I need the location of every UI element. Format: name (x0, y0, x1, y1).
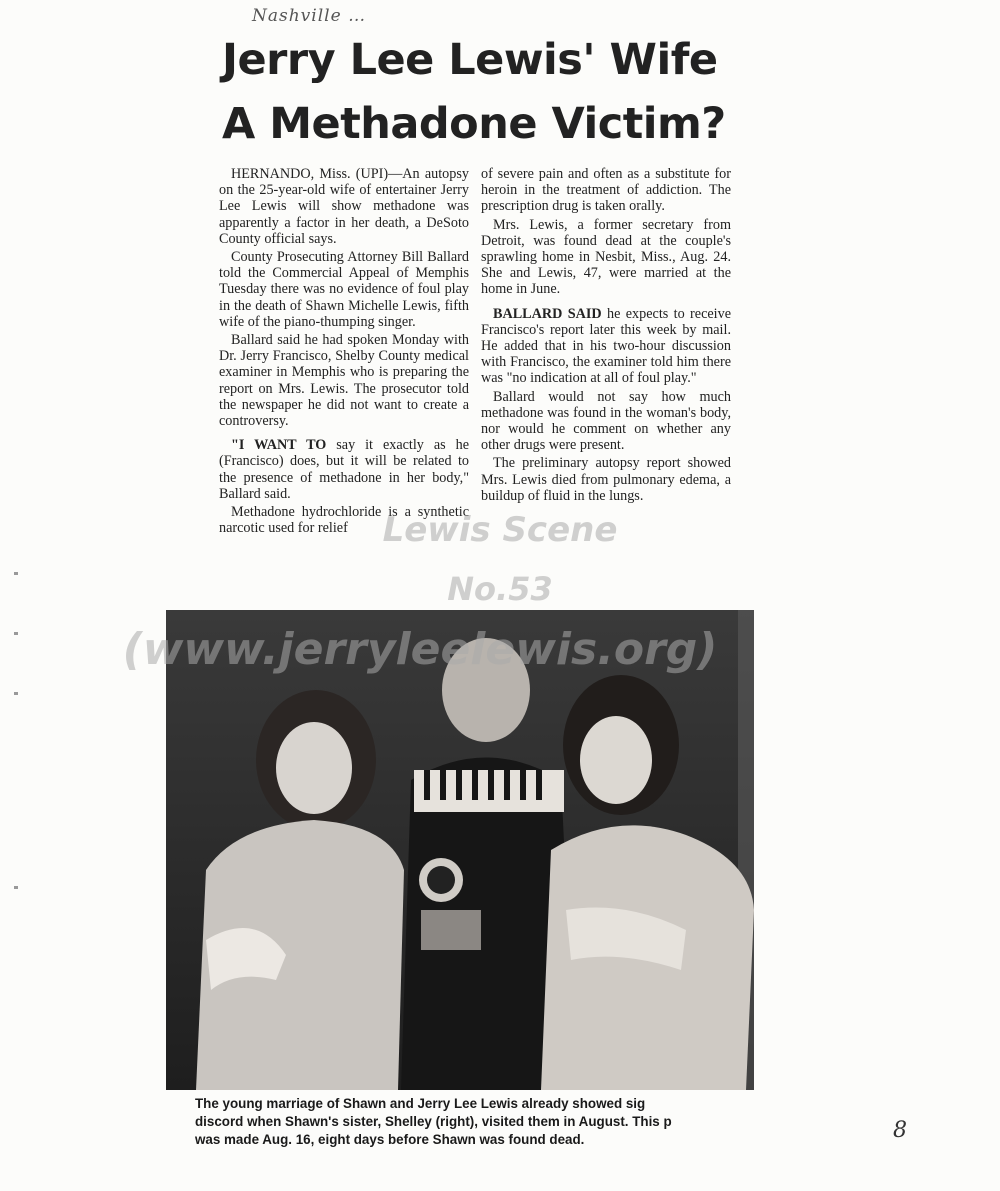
article-paragraph: Ballard would not say how much methadone was found in the woman's body, nor would he comment on whether any other drugs were present. (481, 388, 731, 454)
binder-hole-mark (14, 886, 18, 889)
article-paragraph (481, 306, 731, 387)
article-paragraph: HERNANDO, Miss. (UPI)—An autopsy on the 25-year-old wife of entertainer Jerry Lee Lewis will show methadone was apparently a factor in her death, a DeSoto County official says. (219, 166, 469, 247)
paragraph-text: he expects to receive Francisco's report later this week by mail. He added that in his two-hour discussion with Francisco, the examiner told him there was "no indication at all of foul play." (481, 305, 731, 387)
article-paragraph: Mrs. Lewis, a former secretary from Detroit, was found dead at the couple's sprawling home in Nesbit, Miss., Aug. 24. She and Lewis, 47, were married at the home in June. (481, 216, 731, 298)
article-paragraph: of severe pain and often as a substitute for heroin in the treatment of addiction. The prescription drug is taken orally. (481, 166, 731, 215)
photo-illustration (166, 610, 754, 1090)
article-paragraph: Methadone hydrochloride is a synthetic narcotic used for relief (219, 504, 469, 537)
article-column-1 (219, 166, 469, 538)
headline-line-1: Jerry Lee Lewis' Wife (222, 35, 718, 85)
article-paragraph (219, 437, 469, 502)
watermark-url: (www.jerryleelewis.org) (122, 624, 718, 675)
subhead-lead: BALLARD SAID (493, 305, 602, 322)
caption-line: The young marriage of Shawn and Jerry Lee Lewis already showed sig (195, 1096, 646, 1111)
binder-hole-mark (14, 692, 18, 695)
binder-hole-mark (14, 632, 18, 635)
binder-hole-mark (14, 572, 18, 575)
article-paragraph: County Prosecuting Attorney Bill Ballard told the Commercial Appeal of Memphis Tuesday there was no evidence of foul play in the death of Shawn Michelle Lewis, fifth wife of the piano-thumping singer. (219, 249, 469, 330)
article-paragraph: The preliminary autopsy report showed Mrs. Lewis died from pulmonary edema, a buildup of fluid in the lungs. (481, 455, 731, 504)
handwritten-note: Nashville … (252, 6, 367, 26)
headline-line-2: A Methadone Victim? (222, 99, 726, 149)
article-column-2 (481, 166, 731, 506)
article-paragraph: Ballard said he had spoken Monday with Dr. Jerry Francisco, Shelby County medical examiner in Memphis who is preparing the report on Mrs. Lewis. The prosecutor told the newspaper he did not want to create a controversy. (219, 332, 469, 430)
watermark-title: Lewis Scene (382, 510, 618, 550)
caption-line: discord when Shawn's sister, Shelley (right), visited them in August. This p (195, 1114, 672, 1129)
paragraph-text: say it exactly as he (Francisco) does, but it will be related to the presence of methadone in her body," Ballard said. (219, 437, 469, 502)
photo-caption (195, 1095, 750, 1149)
caption-line: was made Aug. 16, eight days before Shawn was found dead. (195, 1132, 585, 1147)
news-photo (166, 610, 754, 1090)
watermark-issue: No.53 (447, 570, 553, 608)
page-number: 8 (893, 1118, 907, 1143)
subhead-lead: "I WANT TO (231, 437, 327, 454)
headline (222, 28, 742, 156)
